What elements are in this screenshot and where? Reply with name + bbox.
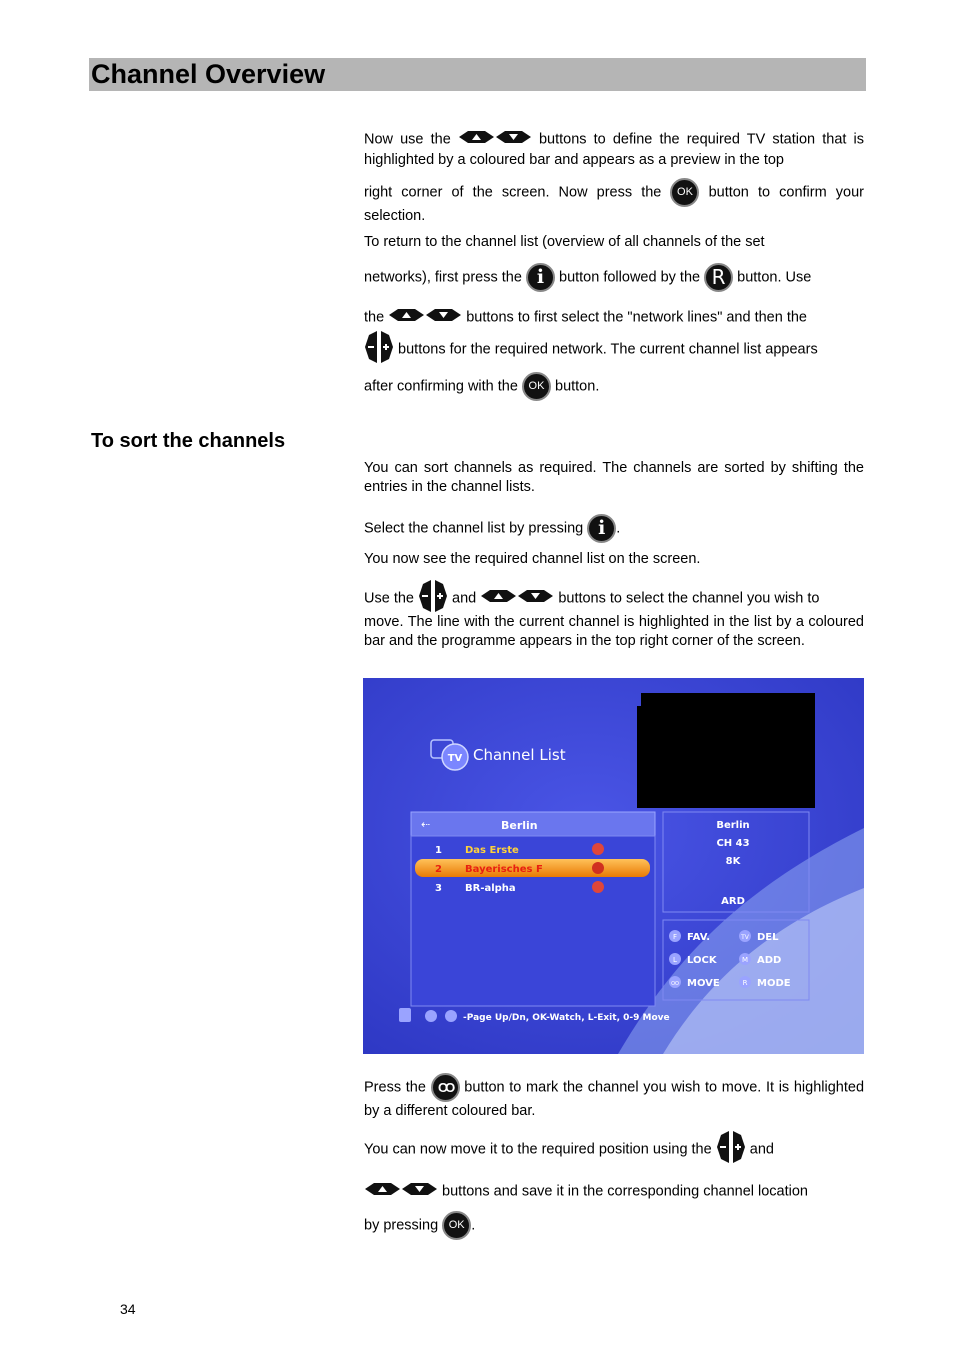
left-right-arrow-icon xyxy=(364,330,394,370)
ok-button-icon: OK xyxy=(670,178,699,207)
svg-text:L: L xyxy=(673,956,677,964)
paragraph-return-line2: networks), first press the i button followed by the R button. Use xyxy=(364,263,864,292)
svg-text:ARD: ARD xyxy=(721,896,745,907)
section-heading: To sort the channels xyxy=(91,430,286,452)
svg-text:ADD: ADD xyxy=(757,955,782,966)
page-title: Channel Overview xyxy=(91,59,326,89)
paragraph-select-channel-line2: move. The line with the current channel is highlighted in the list by a coloured bar and the programme appears in the top right corner of the screen. xyxy=(364,614,864,649)
svg-text:OO: OO xyxy=(671,981,679,987)
paragraph-select-list: Select the channel list by pressing i . xyxy=(364,514,864,543)
svg-text:M: M xyxy=(741,956,749,964)
paragraph-return-line5: after confirming with the OK button. xyxy=(364,372,864,401)
left-right-arrow-icon xyxy=(716,1130,746,1170)
svg-text:F: F xyxy=(672,933,678,941)
svg-text:MODE: MODE xyxy=(757,978,791,989)
paragraph-confirm-selection: right corner of the screen. Now press the OK button to confirm your selection. xyxy=(364,178,864,226)
option-lock xyxy=(669,953,718,966)
paragraph-return-line1: To return to the channel list (overview of all channels of the set xyxy=(364,234,765,250)
svg-text:3: 3 xyxy=(435,883,442,894)
help-icon xyxy=(399,1008,411,1022)
svg-text:1: 1 xyxy=(435,845,442,856)
help-bar-text: -Page Up/Dn, OK-Watch, L-Exit, 0-9 Move xyxy=(463,1013,670,1023)
back-arrow-icon: ⇠ xyxy=(421,818,431,831)
up-down-arrow-icon xyxy=(388,307,462,329)
info-button-icon: i xyxy=(526,263,555,292)
tv-badge: TV xyxy=(447,753,463,764)
r-button-icon: R xyxy=(704,263,733,292)
option-fav xyxy=(669,930,710,943)
screen-title: Channel List xyxy=(473,746,566,764)
option-mode xyxy=(739,976,791,989)
paragraph-select-station: Now use the buttons to define the required TV station that is highlighted by a coloured bar and appears as a preview in the top xyxy=(364,129,864,169)
svg-text:BR-alpha: BR-alpha xyxy=(465,883,516,894)
option-add xyxy=(739,953,781,966)
page-number: 34 xyxy=(120,1301,136,1317)
paragraph-move-line2: buttons and save it in the corresponding channel location xyxy=(364,1181,864,1203)
preview-window xyxy=(641,693,815,808)
ok-button-icon: OK xyxy=(522,372,551,401)
paragraph-select-channel-line1: Use the and buttons to select the channel you wish to xyxy=(364,579,864,619)
page-title-bar xyxy=(89,58,866,91)
paragraph-move-line3: by pressing OK . xyxy=(364,1211,864,1240)
svg-text:LOCK: LOCK xyxy=(687,955,717,966)
svg-text:R: R xyxy=(742,979,748,987)
tv-channel-list-screenshot xyxy=(363,678,864,1054)
svg-text:FAV.: FAV. xyxy=(687,932,710,943)
ok-button-icon: OK xyxy=(442,1211,471,1240)
option-move xyxy=(669,976,720,989)
up-down-arrow-icon xyxy=(364,1181,438,1203)
network-name: Berlin xyxy=(501,819,538,832)
paragraph-sort-intro: You can sort channels as required. The channels are sorted by shifting the entries in the channel lists. xyxy=(364,460,864,495)
paragraph-see-list: You now see the required channel list on the screen. xyxy=(364,551,701,567)
paragraph-return-line3: the buttons to first select the "network lines" and then the xyxy=(364,307,864,329)
svg-text:2: 2 xyxy=(435,864,442,875)
svg-text:TV: TV xyxy=(741,934,749,941)
up-down-arrow-icon xyxy=(458,129,532,151)
paragraph-move-line1: You can now move it to the required position using the and xyxy=(364,1130,864,1170)
svg-text:Bayerisches F: Bayerisches F xyxy=(465,864,543,875)
svg-text:8K: 8K xyxy=(725,856,741,867)
info-button-icon: i xyxy=(587,514,616,543)
svg-text:CH 43: CH 43 xyxy=(716,838,750,849)
svg-text:Das Erste: Das Erste xyxy=(465,845,519,856)
svg-text:Berlin: Berlin xyxy=(716,820,750,831)
oo-button-icon: OO xyxy=(431,1073,460,1102)
svg-text:MOVE: MOVE xyxy=(687,978,720,989)
tv-screen-svg xyxy=(363,678,864,1054)
paragraph-return-line4: buttons for the required network. The current channel list appears xyxy=(364,330,864,370)
up-down-arrow-icon xyxy=(480,588,554,610)
svg-text:DEL: DEL xyxy=(757,932,779,943)
option-del xyxy=(739,930,779,943)
paragraph-mark-channel: Press the OO button to mark the channel you wish to move. It is highlighted by a different coloured bar. xyxy=(364,1073,864,1121)
